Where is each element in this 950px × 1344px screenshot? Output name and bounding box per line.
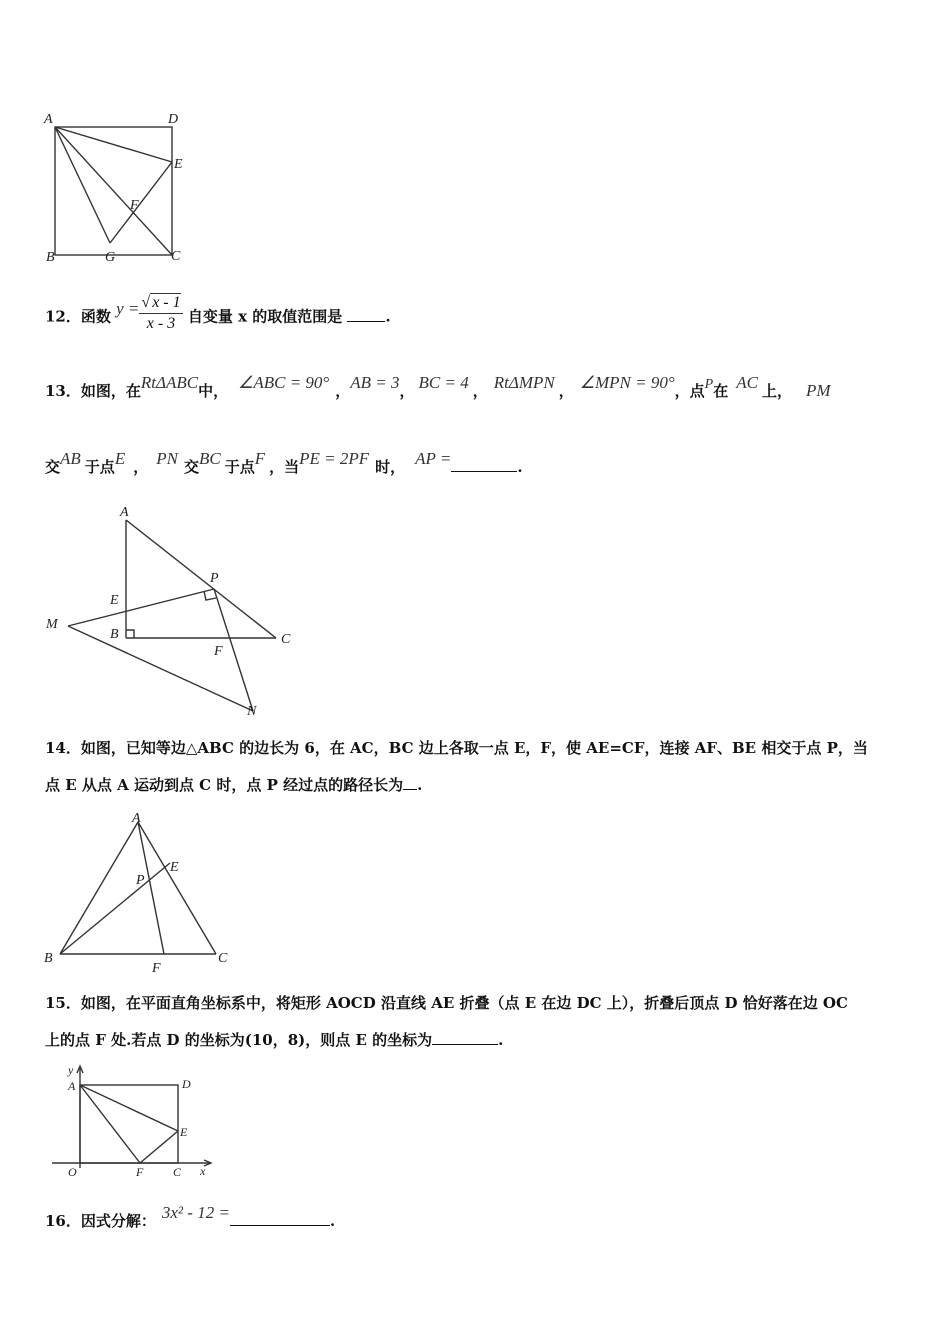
question-13-line-2: 交AB 于点E ， PN 交BC 于点F ，当PE = 2PF 时， AP = . — [45, 449, 523, 476]
figure-coordinate-rectangle — [40, 1058, 220, 1183]
answer-blank[interactable] — [403, 788, 417, 790]
label-y: y — [68, 1063, 74, 1077]
segment-af — [138, 822, 164, 954]
right-angle-p — [204, 591, 216, 600]
segment-ab — [60, 822, 138, 954]
question-16: 16．因式分解： 3x² - 12 = . — [45, 1203, 336, 1230]
label-f: F — [152, 961, 161, 976]
label-f: F — [214, 644, 223, 659]
label-e: E — [180, 1125, 188, 1139]
fraction: $\frac{√ x - 1}{x - 3}$ — [141, 294, 181, 332]
segment-af — [80, 1085, 140, 1163]
answer-blank[interactable] — [347, 320, 385, 322]
segment-ge — [110, 162, 172, 243]
question-12: 12．函数 y = $\frac{√ x - 1}{x - 3}$ 自变量 x 的取值范围是 . — [45, 294, 391, 332]
question-number: 13． — [45, 382, 81, 400]
label-e: E — [174, 157, 183, 172]
segment-be — [60, 863, 170, 954]
label-e: E — [110, 593, 119, 608]
figure-square-abcd — [40, 105, 200, 270]
label-a: A — [132, 811, 141, 826]
question-number: 14． — [45, 739, 81, 757]
answer-blank[interactable] — [432, 1043, 498, 1045]
label-b: B — [44, 951, 53, 966]
segment-ac — [126, 520, 276, 638]
question-number: 16． — [45, 1212, 81, 1230]
label-d: D — [168, 112, 179, 127]
segment-mp — [68, 589, 214, 626]
label-b: B — [110, 627, 119, 642]
segment-fe — [140, 1131, 178, 1163]
answer-blank[interactable] — [230, 1224, 330, 1226]
label-a: A — [68, 1079, 76, 1093]
answer-blank[interactable] — [451, 470, 517, 472]
label-x: x — [200, 1164, 206, 1178]
label-n: N — [247, 704, 257, 719]
figure-right-triangles — [40, 500, 310, 725]
label-p: P — [136, 873, 145, 888]
label-o: O — [68, 1165, 77, 1179]
formula: 3x² - 12 = — [161, 1203, 230, 1222]
segment-ae — [80, 1085, 178, 1131]
question-14-line-2: 点 E 从点 A 运动到点 C 时，点 P 经过点的路径长为 . — [45, 776, 423, 794]
label-b: B — [46, 250, 55, 265]
segment-ac — [138, 822, 216, 954]
figure-equilateral-triangle — [40, 806, 240, 978]
label-e: E — [170, 860, 179, 875]
formula-y: y = — [116, 298, 140, 318]
segment-ae — [55, 127, 172, 162]
question-14-line-1: 14．如图，已知等边△ABC 的边长为 6，在 AC，BC 边上各取一点 E，F，使 AE=CF，连接 AF、BE 相交于点 P，当 — [45, 739, 868, 757]
question-15-line-2: 上的点 F 处.若点 D 的坐标为(10，8)，则点 E 的坐标为 . — [45, 1031, 504, 1049]
label-c: C — [218, 951, 228, 966]
label-f: F — [136, 1165, 144, 1179]
label-c: C — [281, 632, 291, 647]
label-g: G — [105, 250, 116, 265]
question-number: 12． — [45, 307, 81, 326]
label-p: P — [210, 571, 219, 586]
right-angle-b — [126, 630, 134, 638]
label-d: D — [182, 1077, 191, 1091]
segment-ac — [55, 127, 172, 255]
label-m: M — [46, 617, 58, 632]
question-13-line-1: 13．如图，在RtΔABC中， ∠ABC = 90° ，AB = 3， BC = 4 ， RtΔMPN ， ∠MPN = 90°，点P在 AC 上， PM — [45, 373, 831, 400]
segment-mn — [68, 626, 253, 711]
label-c: C — [173, 1165, 182, 1179]
label-a: A — [44, 112, 53, 127]
question-number: 15． — [45, 994, 81, 1012]
segment-ag — [55, 127, 110, 243]
question-15-line-1: 15．如图，在平面直角坐标系中，将矩形 AOCD 沿直线 AE 折叠（点 E 在边 DC 上），折叠后顶点 D 恰好落在边 OC — [45, 994, 848, 1012]
label-a: A — [120, 505, 129, 520]
label-f: F — [130, 198, 139, 213]
label-c: C — [171, 249, 181, 264]
